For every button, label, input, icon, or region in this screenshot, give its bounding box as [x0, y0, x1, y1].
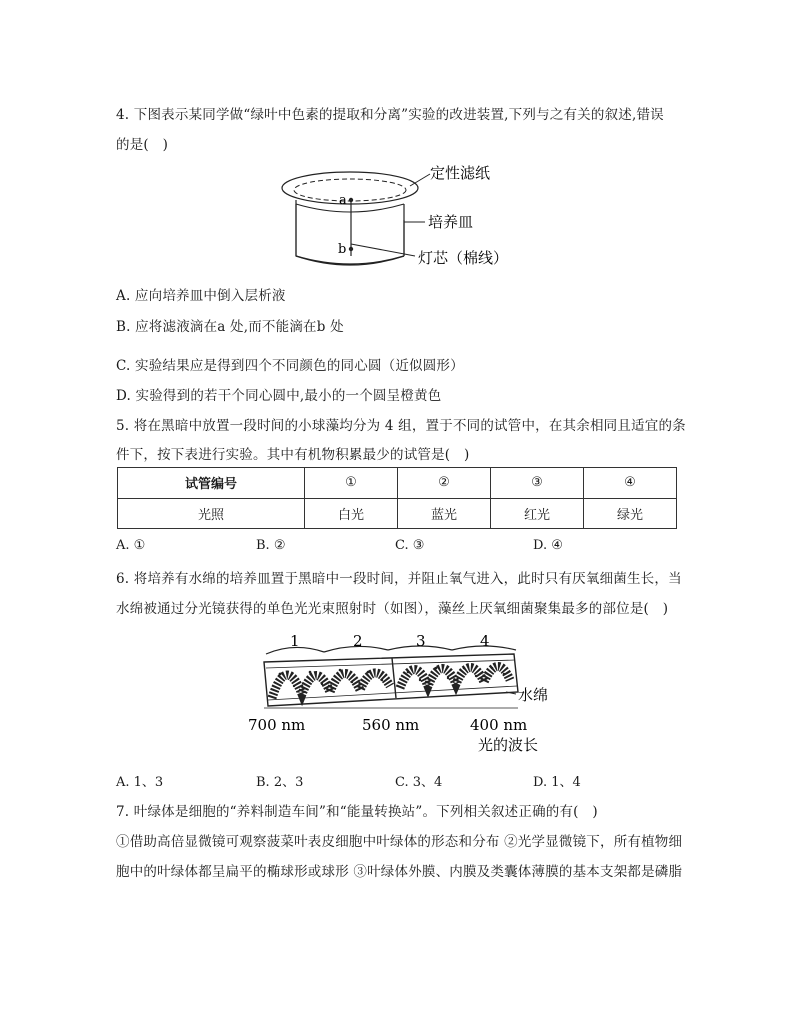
filter-paper-label: 定性滤纸 — [430, 164, 491, 182]
table-header-cell: ① — [305, 468, 398, 499]
segment-label-2: 2 — [353, 632, 363, 650]
point-b-label: b — [338, 242, 347, 257]
q5-option-c: C. ③ — [395, 538, 425, 553]
q5-stem-line1: 5. 将在黑暗中放置一段时间的小球藻均分为 4 组，置于不同的试管中，在其余相同且适宜的条 — [116, 418, 686, 434]
q4-option-d: D. 实验得到的若干个同心圆中,最小的一个圆呈橙黄色 — [116, 388, 442, 404]
wavelength-label-700: 700 nm — [248, 716, 306, 734]
point-a-label: a — [339, 193, 347, 208]
table-cell: 红光 — [491, 498, 584, 529]
table-header-cell: ② — [398, 468, 491, 499]
table-cell: 光照 — [118, 498, 305, 529]
q5-table — [117, 467, 677, 529]
q4-stem-line1: 4. 下图表示某同学做“绿叶中色素的提取和分离”实验的改进装置,下列与之有关的叙述,错误 — [116, 107, 664, 123]
q5-option-a: A. ① — [116, 538, 146, 553]
table-row — [118, 498, 677, 529]
wavelength-label-400: 400 nm — [470, 716, 528, 734]
dish-label: 培养皿 — [428, 213, 474, 231]
q4-stem-line2: 的是( ) — [116, 137, 169, 153]
table-header-cell: ④ — [584, 468, 677, 499]
q4-option-b: B. 应将滤液滴在a 处,而不能滴在b 处 — [116, 319, 344, 335]
table-row — [118, 468, 677, 499]
q5-stem-line2: 件下，按下表进行实验。其中有机物积累最少的试管是( ) — [116, 447, 470, 463]
q6-option-c: C. 3、4 — [395, 775, 443, 790]
segment-label-1: 1 — [290, 632, 300, 650]
wick-label: 灯芯（棉线） — [418, 249, 509, 267]
q4-option-c: C. 实验结果应是得到四个不同颜色的同心圆（近似圆形） — [116, 358, 464, 374]
wavelength-axis-label: 光的波长 — [478, 736, 539, 754]
q6-stem-line2: 水绵被通过分光镜获得的单色光光束照射时（如图），藻丝上厌氧细菌聚集最多的部位是( ) — [116, 601, 669, 617]
q5-option-d: D. ④ — [533, 538, 563, 553]
table-cell: 绿光 — [584, 498, 677, 529]
table-header-cell: ③ — [491, 468, 584, 499]
q4-chromatography-figure — [280, 160, 540, 272]
q6-option-b: B. 2、3 — [256, 775, 304, 790]
alga-label: 水绵 — [518, 686, 549, 704]
table-header-cell: 试管编号 — [118, 468, 305, 499]
q7-stem-line3: 胞中的叶绿体都呈扁平的椭球形或球形 ③叶绿体外膜、内膜及类囊体薄膜的基本支架都是磷脂 — [116, 864, 683, 880]
table-cell: 白光 — [305, 498, 398, 529]
q6-spirogyra-figure — [244, 628, 564, 754]
q4-option-a: A. 应向培养皿中倒入层析液 — [116, 288, 286, 304]
segment-label-3: 3 — [416, 632, 426, 650]
q5-option-b: B. ② — [256, 538, 286, 553]
wavelength-label-560: 560 nm — [362, 716, 420, 734]
q7-stem-line1: 7. 叶绿体是细胞的“养料制造车间”和“能量转换站”。下列相关叙述正确的有( ) — [116, 804, 598, 820]
q6-option-d: D. 1、4 — [533, 775, 581, 790]
table-cell: 蓝光 — [398, 498, 491, 529]
q6-stem-line1: 6. 将培养有水绵的培养皿置于黑暗中一段时间，并阻止氧气进入，此时只有厌氧细菌生长，当 — [116, 571, 682, 587]
q6-option-a: A. 1、3 — [116, 775, 164, 790]
segment-label-4: 4 — [480, 632, 490, 650]
q7-stem-line2: ①借助高倍显微镜可观察菠菜叶表皮细胞中叶绿体的形态和分布 ②光学显微镜下，所有植物细 — [116, 834, 683, 850]
